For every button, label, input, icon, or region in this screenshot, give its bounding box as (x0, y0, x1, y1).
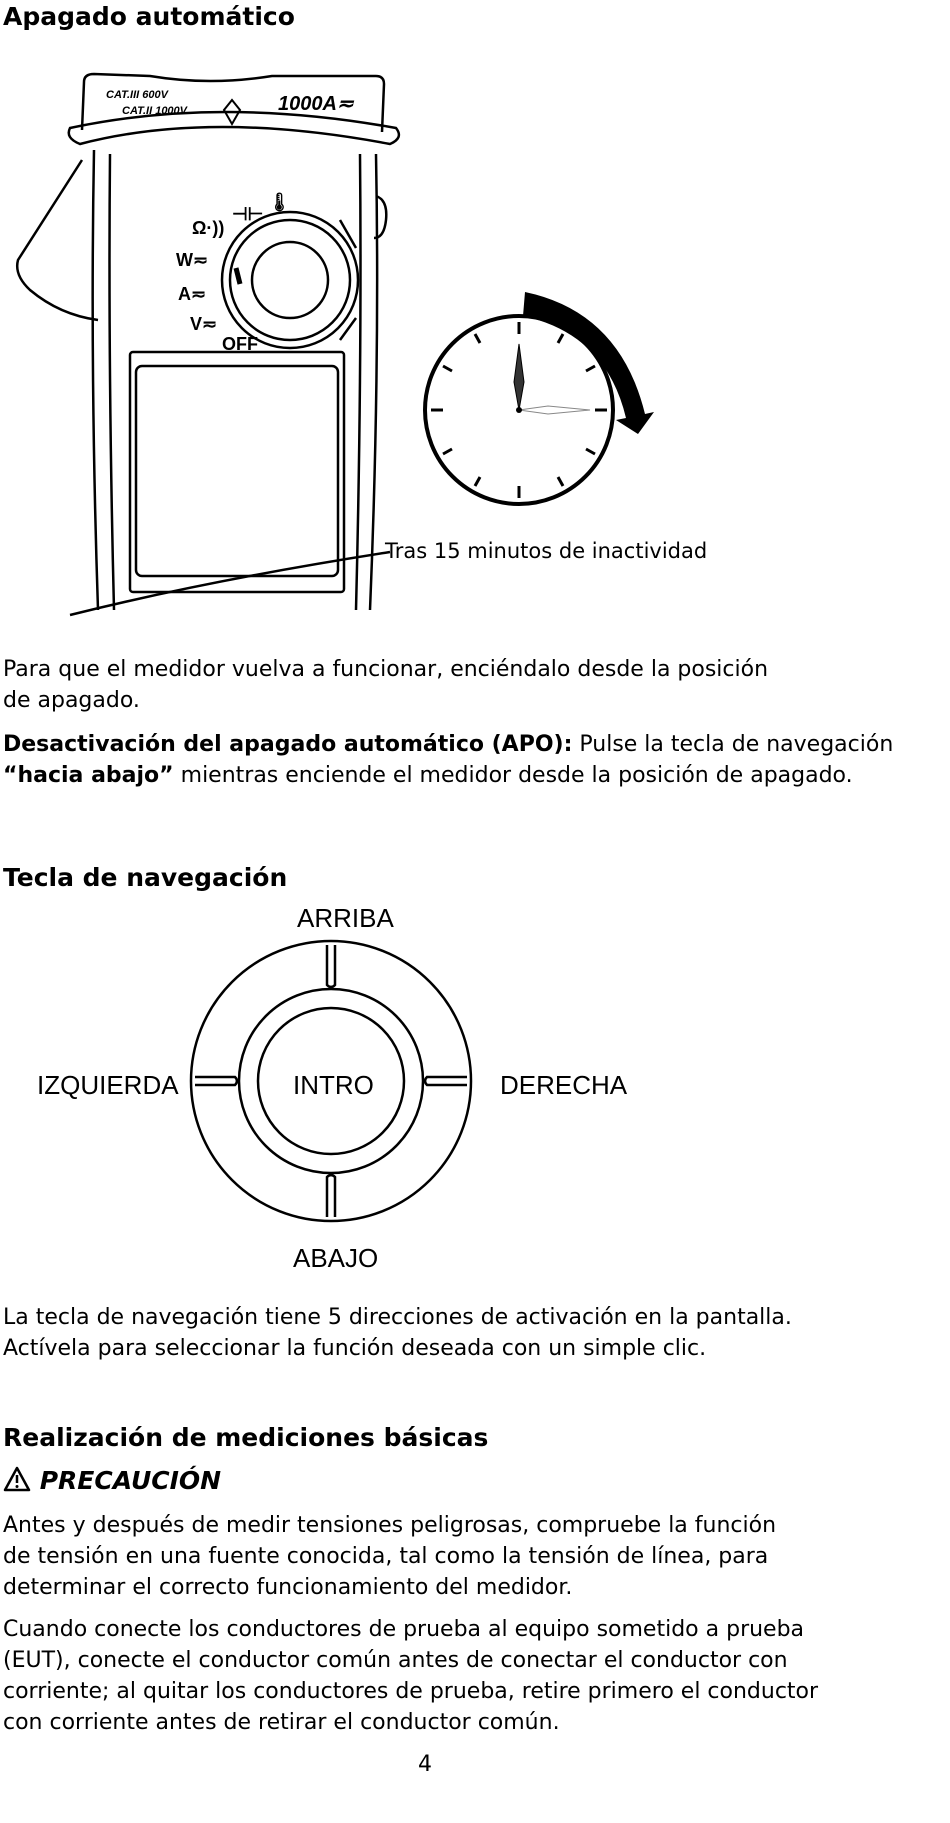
paragraph-leads-line2: (EUT), conecte el conductor común antes de conectar el conductor con (3, 1648, 788, 1673)
clock-illustration (420, 282, 670, 514)
apo-term: Desactivación del apagado automático (APO): (3, 732, 573, 757)
section-heading-basic-measurements: Realización de mediciones básicas (3, 1423, 489, 1452)
warning-triangle-icon (3, 1466, 31, 1492)
caution-label: PRECAUCIÓN (39, 1466, 222, 1495)
quote-open: “ (3, 763, 18, 788)
section-heading-auto-off: Apagado automático (3, 2, 295, 31)
paragraph-apo-line2 (3, 760, 853, 791)
apo-text1: Pulse la tecla de navegación (572, 732, 894, 757)
section-heading-navigation-key: Tecla de navegación (3, 863, 288, 892)
quote-close: ” (159, 763, 174, 788)
paragraph-navigation-line2: Actívela para seleccionar la función deseada con un simple clic. (3, 1336, 707, 1361)
dial-label-temperature: 🌡 (268, 192, 291, 212)
paragraph-leads-line3: corriente; al quitar los conductores de prueba, retire primero el conductor (3, 1679, 819, 1704)
nav-label-enter: INTRO (293, 1070, 374, 1100)
current-rating: 1000A≂ (278, 93, 354, 115)
dial-label-capacitance: ⊣⊢ (232, 204, 264, 224)
nav-up-notch (327, 945, 335, 987)
nav-label-right: DERECHA (500, 1070, 628, 1100)
clock-hour-hand (519, 406, 590, 414)
paragraph-caution-line2: de tensión en una fuente conocida, tal como la tensión de línea, para (3, 1544, 769, 1569)
paragraph-leads-line1: Cuando conecte los conductores de prueba al equipo sometido a prueba (3, 1617, 805, 1642)
dial-label-watts: W≂ (176, 250, 209, 270)
nav-label-left: IZQUIERDA (37, 1070, 179, 1100)
nav-label-up: ARRIBA (297, 903, 394, 933)
dial-label-ohms: Ω·)) (192, 218, 225, 238)
caution-heading (3, 1466, 221, 1495)
paragraph-caution-line3: determinar el correcto funcionamiento del medidor. (3, 1575, 573, 1600)
page-number: 4 (418, 1752, 432, 1777)
cat-rating-line2: CAT.II 1000V (122, 105, 188, 117)
dial-label-off: OFF (222, 334, 258, 354)
clock-minute-hand (514, 344, 524, 410)
dial-label-volts: V≂ (190, 314, 218, 334)
paragraph-apo-line1 (3, 729, 893, 760)
apo-down-key: hacia abajo (17, 763, 160, 788)
clock-caption: Tras 15 minutos de inactividad (385, 539, 708, 563)
nav-label-down: ABAJO (293, 1243, 379, 1273)
nav-left-notch (195, 1077, 237, 1085)
paragraph-caution-line1: Antes y después de medir tensiones peligrosas, compruebe la función (3, 1513, 777, 1538)
nav-down-notch (327, 1175, 335, 1217)
paragraph-restart-line2: de apagado. (3, 688, 140, 713)
apo-text2: mientras enciende el medidor desde la posición de apagado. (173, 763, 853, 788)
paragraph-leads-line4: con corriente antes de retirar el conductor común. (3, 1710, 560, 1735)
paragraph-restart-line1: Para que el medidor vuelva a funcionar, enciéndalo desde la posición (3, 657, 769, 682)
dial-label-amps: A≂ (178, 284, 207, 304)
meter-illustration (10, 70, 410, 630)
dial-pointer (236, 268, 240, 284)
nav-right-notch (425, 1077, 467, 1085)
cat-rating-line1: CAT.III 600V (106, 89, 168, 101)
paragraph-navigation-line1: La tecla de navegación tiene 5 direcciones de activación en la pantalla. (3, 1305, 792, 1330)
